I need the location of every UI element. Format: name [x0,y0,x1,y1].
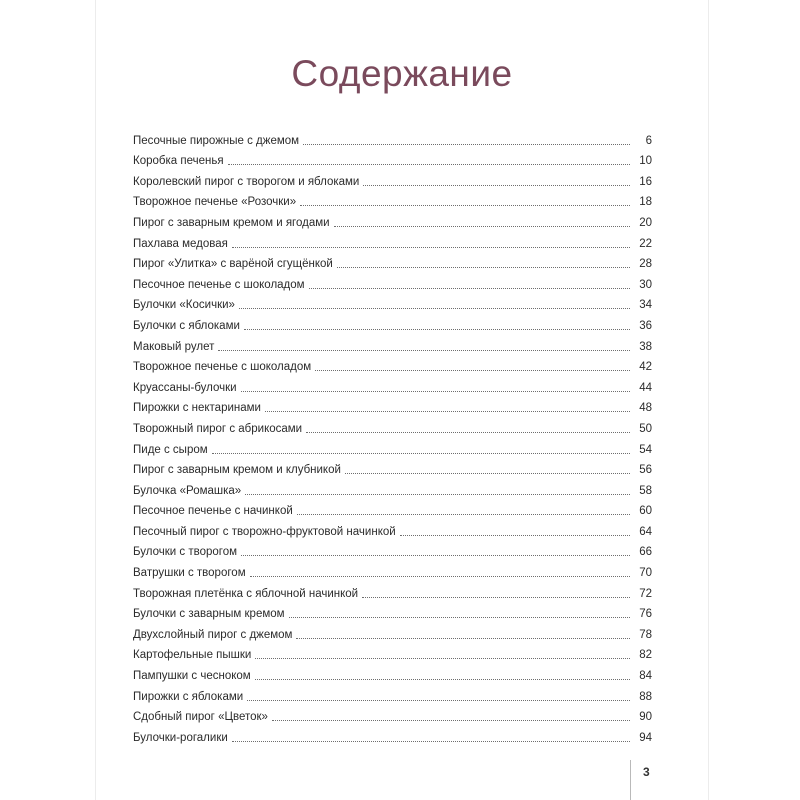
dot-leader [306,432,630,433]
toc-entry-page: 22 [639,237,652,250]
toc-entry [133,333,652,354]
toc-entry-title: Творожный пирог с абрикосами [133,422,303,435]
toc-entry-page: 88 [639,690,652,703]
toc-entry [133,395,652,416]
dot-leader [232,741,630,742]
toc-entry-page: 16 [639,175,652,188]
dot-leader [272,720,630,721]
toc-entry-title: Булочки-рогалики [133,731,228,744]
toc-entry [133,148,652,169]
book-page [96,0,708,800]
toc-entry-title: Песочное печенье с шоколадом [133,278,305,291]
dot-leader [289,617,630,618]
toc-entry-page: 90 [639,711,652,724]
dot-leader [303,144,630,145]
dot-leader [239,308,630,309]
toc-entry-page: 18 [639,196,652,209]
toc-entry [133,704,652,725]
toc-entry-title: Пирог «Улитка» с варёной сгущёнкой [133,258,333,271]
toc-entry-title: Пирожки с нектаринами [133,402,261,415]
toc-entry-page: 50 [639,422,652,435]
toc-entry-title: Творожное печенье «Розочки» [133,196,297,209]
toc-entry-title: Песочный пирог с творожно-фруктовой начинкой [133,525,396,538]
toc-entry-page: 44 [639,381,652,394]
toc-entry-page: 94 [639,731,652,744]
toc-entry-page: 54 [639,443,652,456]
toc-entry-page: 76 [639,608,652,621]
toc-entry-title: Сдобный пирог «Цветок» [133,711,268,724]
toc-entry [133,127,652,148]
dot-leader [228,164,630,165]
dot-leader [315,370,630,371]
toc-entry [133,477,652,498]
toc-entry-title: Булочки с заварным кремом [133,608,285,621]
toc-entry [133,271,652,292]
toc-entry-title: Картофельные пышки [133,649,252,662]
toc-entry [133,621,652,642]
dot-leader [247,700,630,701]
dot-leader [345,473,630,474]
toc-entry [133,230,652,251]
toc-entry-title: Пахлава медовая [133,237,228,250]
dot-leader [297,514,630,515]
toc-entry-title: Творожная плетёнка с яблочной начинкой [133,587,359,600]
toc-entry-page: 10 [639,155,652,168]
dot-leader [362,597,630,598]
dot-leader [400,535,630,536]
toc-entry-title: Пирог с заварным кремом и клубникой [133,464,341,477]
page-number-divider [630,760,631,800]
dot-leader [296,638,630,639]
dot-leader [265,411,630,412]
toc-entry-page: 38 [639,340,652,353]
toc-entry-page: 84 [639,670,652,683]
toc-entry-page: 78 [639,628,652,641]
toc-entry-page: 36 [639,319,652,332]
dot-leader [212,453,630,454]
toc-entry [133,436,652,457]
toc-entry [133,662,652,683]
dot-leader [232,247,630,248]
toc-entry [133,539,652,560]
toc-entry-title: Булочки с яблоками [133,319,240,332]
toc-entry-page: 70 [639,567,652,580]
dot-leader [337,267,630,268]
toc-entry-page: 58 [639,484,652,497]
toc-entry-page: 28 [639,258,652,271]
toc-entry [133,415,652,436]
toc-entry [133,724,652,745]
dot-leader [241,391,630,392]
toc-entry-title: Маковый рулет [133,340,215,353]
toc-entry-title: Булочки с творогом [133,546,238,559]
toc-entry-title: Двухслойный пирог с джемом [133,628,293,641]
toc-entry-title: Песочные пирожные с джемом [133,134,300,147]
dot-leader [334,226,630,227]
toc-entry-title: Королевский пирог с творогом и яблоками [133,175,360,188]
toc-entry [133,601,652,622]
toc-entry-title: Песочное печенье с начинкой [133,505,293,518]
toc-entry-page: 6 [645,134,652,147]
dot-leader [245,494,630,495]
toc-entry-title: Пампушки с чесноком [133,670,251,683]
toc-entry [133,168,652,189]
toc-entry [133,518,652,539]
dot-leader [363,185,630,186]
toc-entry [133,209,652,230]
table-of-contents [133,127,652,745]
dot-leader [241,555,630,556]
toc-entry-title: Булочка «Ромашка» [133,484,242,497]
toc-entry-page: 48 [639,402,652,415]
toc-entry-page: 30 [639,278,652,291]
toc-entry [133,580,652,601]
toc-entry-page: 60 [639,505,652,518]
toc-entry-title: Булочки «Косички» [133,299,235,312]
dot-leader [250,576,630,577]
toc-entry [133,642,652,663]
toc-entry-page: 34 [639,299,652,312]
toc-entry-title: Пирог с заварным кремом и ягодами [133,216,330,229]
toc-entry-title: Пирожки с яблоками [133,690,244,703]
toc-entry-title: Коробка печенья [133,155,224,168]
toc-entry-page: 72 [639,587,652,600]
page-title: Содержание [291,52,513,94]
toc-entry [133,354,652,375]
toc-entry [133,498,652,519]
toc-entry [133,251,652,272]
page-number: 3 [643,765,650,779]
toc-entry-title: Ватрушки с творогом [133,567,246,580]
toc-entry [133,292,652,313]
toc-entry-page: 82 [639,649,652,662]
toc-entry [133,189,652,210]
toc-entry-page: 56 [639,464,652,477]
dot-leader [244,329,630,330]
toc-entry-page: 64 [639,525,652,538]
toc-entry [133,457,652,478]
toc-entry [133,374,652,395]
toc-entry-page: 66 [639,546,652,559]
toc-entry-title: Круассаны-булочки [133,381,237,394]
toc-entry [133,312,652,333]
dot-leader [300,205,630,206]
toc-entry-page: 42 [639,361,652,374]
toc-entry-page: 20 [639,216,652,229]
dot-leader [218,350,630,351]
toc-entry-title: Пиде с сыром [133,443,208,456]
toc-entry-title: Творожное печенье с шоколадом [133,361,312,374]
dot-leader [255,658,630,659]
toc-entry [133,559,652,580]
dot-leader [255,679,630,680]
toc-entry [133,683,652,704]
dot-leader [309,288,630,289]
